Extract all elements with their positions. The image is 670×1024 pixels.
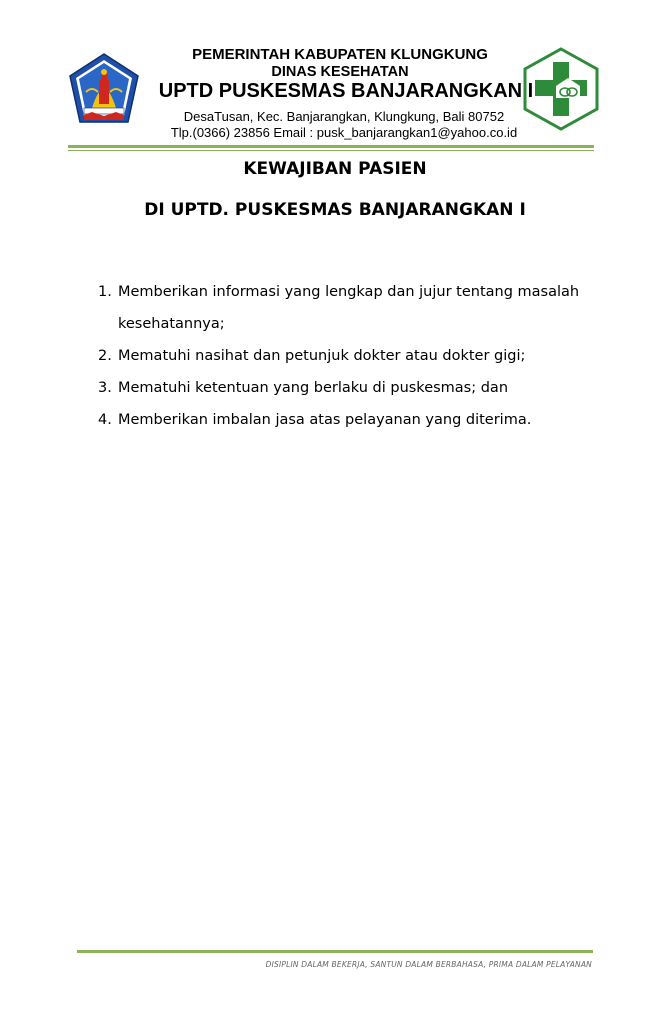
list-item-text: Mematuhi ketentuan yang berlaku di puskesmas; dan <box>118 380 509 396</box>
list-item-text: Memberikan informasi yang lengkap dan jujur tentang masalah kesehatannya; <box>118 284 580 332</box>
list-item <box>98 372 588 404</box>
list-item-number: 3. <box>98 380 112 396</box>
list-item-number: 2. <box>98 348 112 364</box>
list-item <box>98 340 588 372</box>
letterhead-address: DesaTusan, Kec. Banjarangkan, Klungkung, Bali 80752 <box>183 109 505 124</box>
list-item-number: 1. <box>98 284 112 300</box>
letterhead-contact: Tlp.(0366) 23856 Email : pusk_banjarangkan1@yahoo.co.id <box>170 125 518 140</box>
list-item-text: Mematuhi nasihat dan petunjuk dokter atau dokter gigi; <box>118 348 526 364</box>
footer-motto: DISIPLIN DALAM BEKERJA, SANTUN DALAM BERBAHASA, PRIMA DALAM PELAYANAN <box>265 960 592 969</box>
letterhead-government: PEMERINTAH KABUPATEN KLUNGKUNG <box>192 46 488 63</box>
letterhead-department: DINAS KESEHATAN <box>271 64 409 80</box>
list-item <box>98 276 588 340</box>
list-item-text: Memberikan imbalan jasa atas pelayanan yang diterima. <box>118 412 532 428</box>
obligations-list <box>98 276 588 436</box>
letterhead-divider <box>68 145 594 148</box>
footer-divider <box>77 950 593 953</box>
list-item <box>98 404 588 436</box>
letterhead-unit: UPTD PUSKESMAS BANJARANGKAN I <box>158 80 534 102</box>
document-title: KEWAJIBAN PASIEN <box>243 159 427 179</box>
letterhead-divider-thin <box>68 150 594 151</box>
list-item-number: 4. <box>98 412 112 428</box>
document-subtitle: DI UPTD. PUSKESMAS BANJARANGKAN I <box>144 200 526 220</box>
